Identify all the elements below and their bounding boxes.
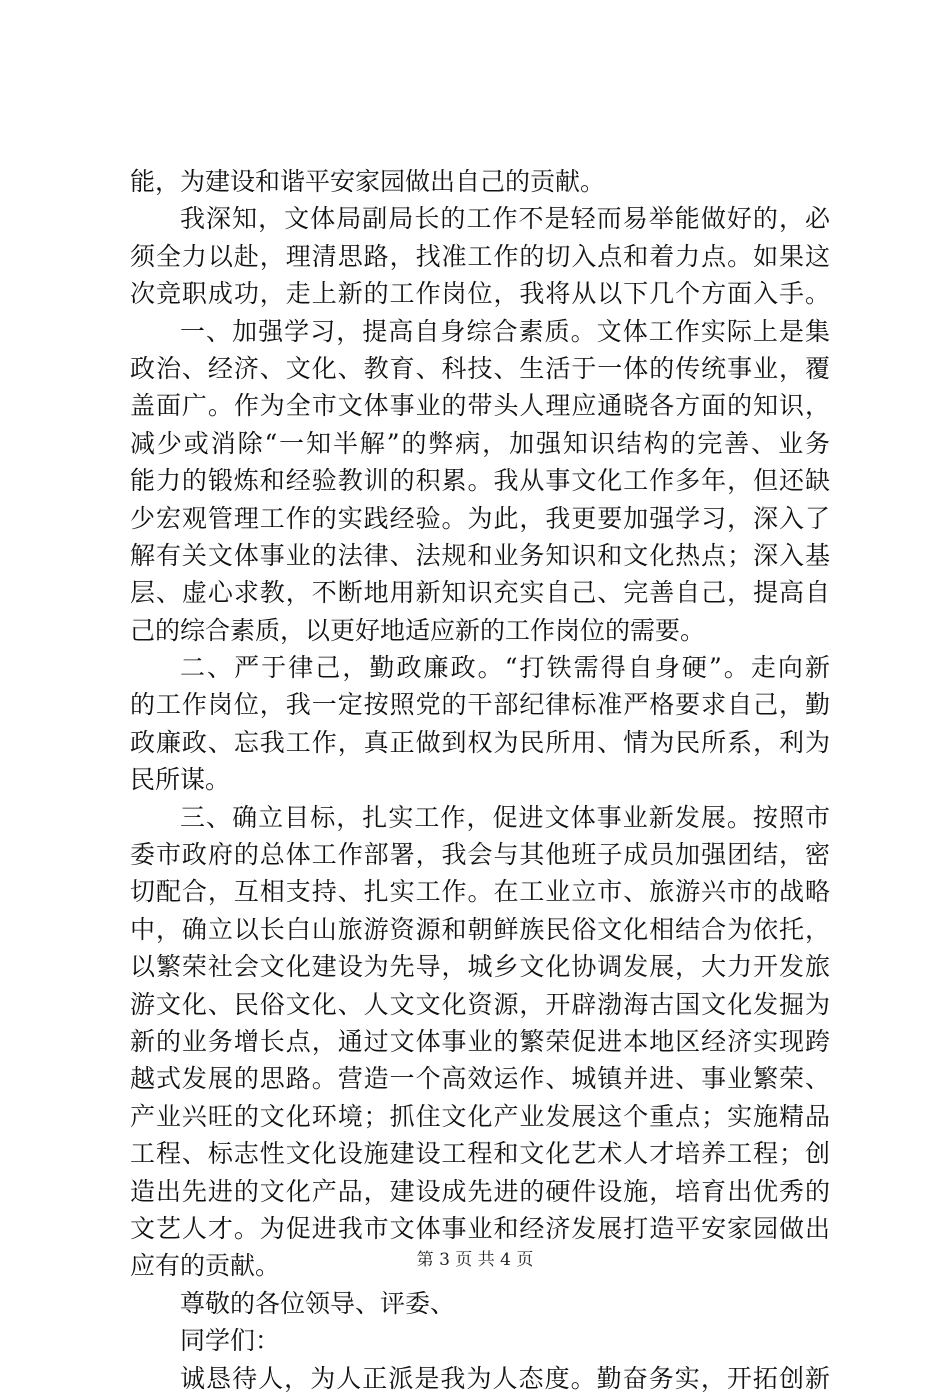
page-footer (0, 1245, 950, 1270)
text-line: 减少或消除“一知半解”的弊病，加强知识结构的完善、业务 (130, 428, 830, 458)
text-line: 尊敬的各位领导、评委、 (180, 1288, 456, 1318)
text-line: 委市政府的总体工作部署，我会与其他班子成员加强团结，密 (130, 840, 830, 870)
text-line: 次竞职成功，走上新的工作岗位，我将从以下几个方面入手。 (130, 279, 830, 309)
text-line: 工程、标志性文化设施建设工程和文化艺术人才培养工程；创 (130, 1139, 830, 1169)
text-line: 民所谋。 (130, 765, 231, 795)
text-line: 须全力以赴，理清思路，找准工作的切入点和着力点。如果这 (130, 241, 830, 271)
text-line: 少宏观管理工作的实践经验。为此，我更要加强学习，深入了 (130, 503, 830, 533)
document-body (130, 163, 830, 1397)
text-line: 切配合，互相支持、扎实工作。在工业立市、旅游兴市的战略 (130, 877, 830, 907)
text-line: 能，为建设和谐平安家园做出自己的贡献。 (130, 167, 606, 196)
text-line: 三、确立目标，扎实工作，促进文体事业新发展。按照市 (180, 802, 830, 832)
text-line: 同学们： (180, 1326, 281, 1356)
text-line: 解有关文体事业的法律、法规和业务知识和文化热点；深入基 (130, 540, 830, 570)
text-line: 产业兴旺的文化环境；抓住文化产业发展这个重点；实施精品 (130, 1101, 830, 1131)
text-line: 造出先进的文化产品，建设成先进的硬件设施，培育出优秀的 (130, 1176, 830, 1206)
text-line: 以繁荣社会文化建设为先导，城乡文化协调发展，大力开发旅 (130, 952, 830, 982)
text-line: 中，确立以长白山旅游资源和朝鲜族民俗文化相结合为依托， (130, 914, 830, 944)
text-line: 游文化、民俗文化、人文文化资源，开辟渤海古国文化发掘为 (130, 989, 830, 1019)
text-line: 层、虚心求教，不断地用新知识充实自己、完善自己，提高自 (130, 578, 830, 608)
text-line: 我深知，文体局副局长的工作不是轻而易举能做好的，必 (180, 204, 830, 234)
text-line: 政廉政、忘我工作，真正做到权为民所用、情为民所系，利为 (130, 727, 830, 757)
text-line: 越式发展的思路。营造一个高效运作、城镇并进、事业繁荣、 (130, 1064, 830, 1094)
text-line: 盖面广。作为全市文体事业的带头人理应通晓各方面的知识， (130, 391, 830, 421)
page-number-label: 第 3 页 共 4 页 (416, 1250, 534, 1270)
text-line: 己的综合素质，以更好地适应新的工作岗位的需要。 (130, 615, 706, 645)
text-line: 文艺人才。为促进我市文体事业和经济发展打造平安家园做出 (130, 1213, 830, 1243)
text-line: 应有的贡献。 (130, 1251, 281, 1281)
text-line: 政治、经济、文化、教育、科技、生活于一体的传统事业，覆 (130, 353, 830, 383)
text-line: 的工作岗位，我一定按照党的干部纪律标准严格要求自己，勤 (130, 690, 830, 720)
text-line: 一、加强学习，提高自身综合素质。文体工作实际上是集 (180, 316, 830, 346)
text-line: 诚恳待人，为人正派是我为人态度。勤奋务实，开拓创新 (180, 1363, 830, 1393)
text-line: 新的业务增长点，通过文体事业的繁荣促进本地区经济实现跨 (130, 1026, 830, 1056)
text-line: 二、严于律己，勤政廉政。“打铁需得自身硬”。走向新 (180, 653, 830, 683)
text-line: 能力的锻炼和经验教训的积累。我从事文化工作多年，但还缺 (130, 466, 830, 496)
